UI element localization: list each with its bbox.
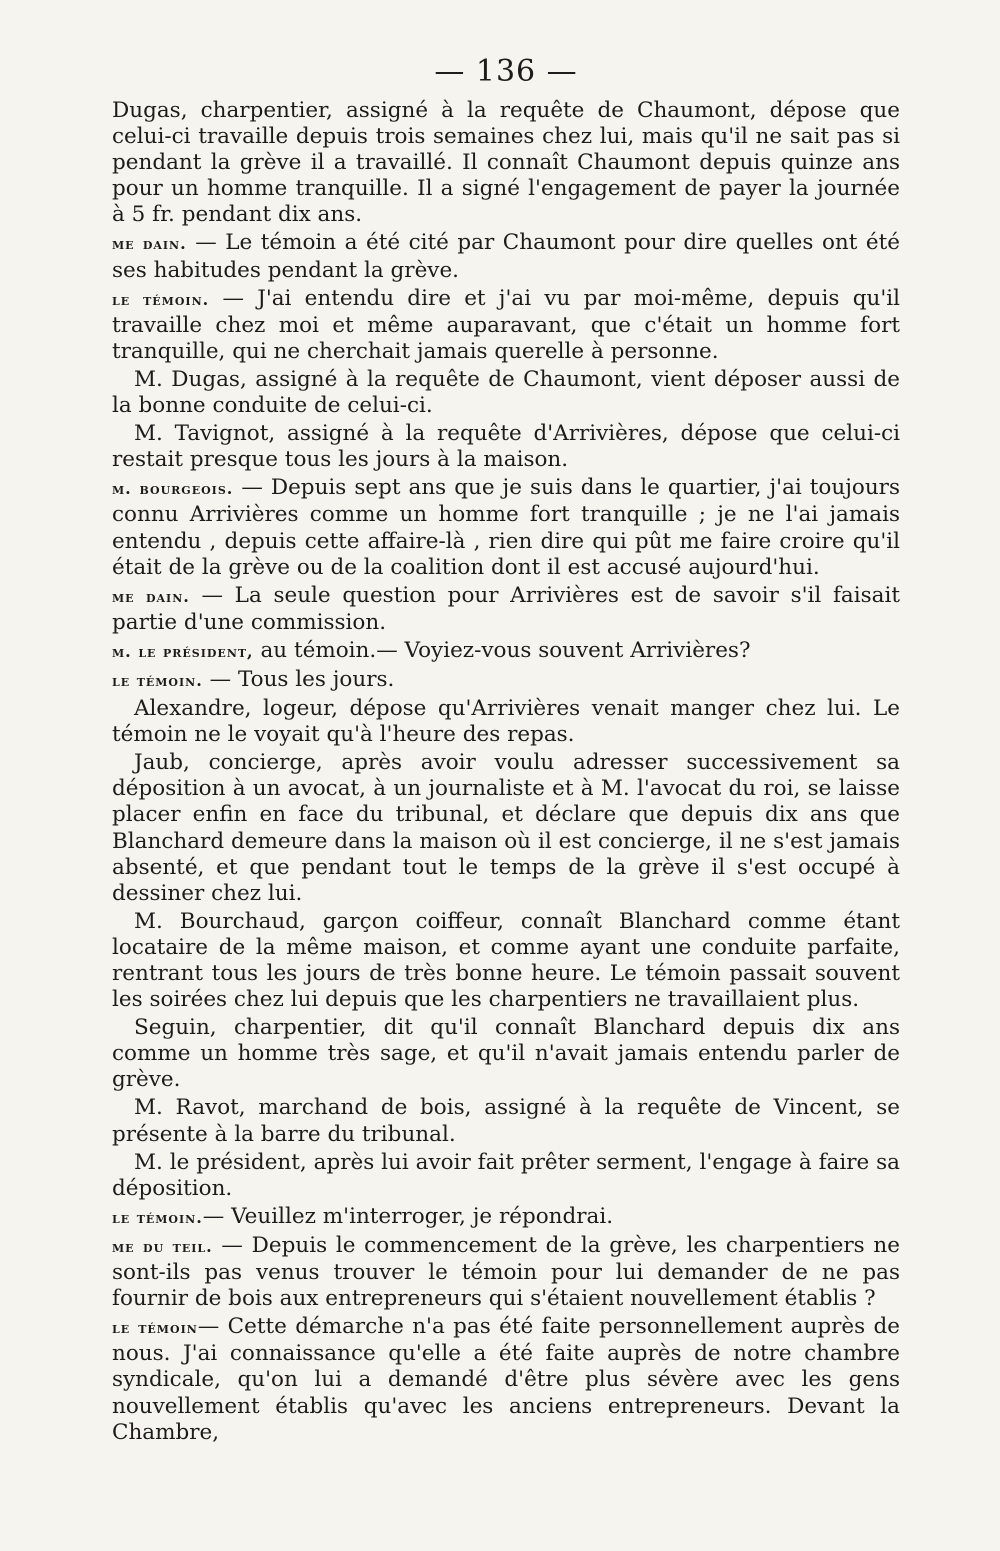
paragraph [112, 750, 900, 907]
speaker-label: le témoin. [112, 1207, 203, 1227]
paragraph-text: M. Bourchaud, garçon coiffeur, connaît Blanchard comme étant locataire de la même maison, et comme ayant une conduite parfaite, rentrant tous les jours de très bonne heure. Le témoin passait souvent les soirées chez lui depuis que les charpentiers ne travaillaient plus. [112, 908, 900, 1013]
speaker-label: me dain. [112, 234, 187, 254]
page-number: — 136 — [434, 54, 578, 89]
paragraph-text: — Cette démarche n'a pas été faite personnellement auprès de nous. J'ai connaissance qu'elle a été faite auprès de notre chambre syndicale, qu'on lui a demandé d'être plus sévère avec les gens nouvellement établis qu'avec les anciens entrepreneurs. Devant la Chambre, [112, 1314, 901, 1445]
paragraph [112, 1233, 900, 1312]
paragraph [112, 230, 900, 283]
paragraph [112, 638, 900, 665]
paragraph-text: — Veuillez m'interroger, je répondrai. [202, 1203, 614, 1229]
paragraph [112, 1015, 900, 1093]
paragraph-text: Seguin, charpentier, dit qu'il connaît Blanchard depuis dix ans comme un homme très sage, et qu'il n'avait jamais entendu parler de grève. [112, 1015, 900, 1093]
paragraph-text: M. le président, après lui avoir fait prêter serment, l'engage à faire sa déposition. [112, 1149, 900, 1201]
paragraph-text: M. Dugas, assigné à la requête de Chaumont, vient déposer aussi de la bonne conduite de celui-ci. [112, 366, 900, 419]
paragraph [112, 1204, 900, 1231]
paragraph [112, 583, 900, 636]
paragraph-text: M. Ravot, marchand de bois, assigné à la requête de Vincent, se présente à la barre du tribunal. [112, 1095, 900, 1147]
paragraph-text: — Tous les jours. [202, 666, 395, 692]
speaker-label: le témoin. [112, 289, 210, 309]
paragraph-text: — Depuis le commencement de la grève, les charpentiers ne sont-ils pas venus trouver le témoin pour lui demander de ne pas fournir de bois aux entrepreneurs qui s'étaient nouvellement établis ? [112, 1232, 900, 1312]
speaker-label: le témoin. [112, 670, 203, 690]
paragraph [112, 909, 900, 1013]
paragraph-text: — La seule question pour Arrivières est de savoir s'il faisait partie d'une commission. [112, 582, 900, 635]
paragraph [112, 667, 900, 694]
paragraph [112, 1095, 900, 1147]
paragraph-text: Alexandre, logeur, dépose qu'Arrivières venait manger chez lui. Le témoin ne le voyait qu'à l'heure des repas. [112, 696, 900, 748]
document-body [112, 98, 900, 1446]
paragraph [112, 1314, 900, 1445]
paragraph [112, 696, 900, 748]
paragraph [112, 367, 900, 419]
paragraph-text: M. Tavignot, assigné à la requête d'Arrivières, dépose que celui-ci restait presque tous les jours à la maison. [112, 421, 900, 473]
speaker-label: me dain. [112, 586, 190, 606]
paragraph-text: Jaub, concierge, après avoir voulu adresser successivement sa déposition à un avocat, à un journaliste et à M. l'avocat du roi, se laisse placer enfin en face du tribunal, et déclare que depuis dix ans que Blanchard demeure dans la maison où il est concierge, il ne s'est jamais absenté, et que pendant tout le temps de la grève il s'est occupé à dessiner chez lui. [112, 750, 900, 906]
speaker-label: m. bourgeois. [112, 479, 234, 499]
speaker-label: m. le président, [112, 641, 254, 661]
paragraph-text: — Depuis sept ans que je suis dans le quartier, j'ai toujours connu Arrivières comme un homme fort tranquille ; je ne l'ai jamais entendu , depuis cette affaire-là , rien dire qui pût me faire croire qu'il était de la grève ou de la coalition dont il est accusé aujourd'hui. [112, 475, 900, 580]
paragraph [112, 1150, 900, 1202]
speaker-label: me du teil. [112, 1236, 213, 1256]
paragraph [112, 286, 900, 365]
paragraph [112, 475, 900, 580]
paragraph-text: — J'ai entendu dire et j'ai vu par moi-même, depuis qu'il travaille chez moi et même auparavant, que c'était un homme fort tranquille, qui ne cherchait jamais querelle à personne. [112, 285, 900, 364]
paragraph-text: — Le témoin a été cité par Chaumont pour dire quelles ont été ses habitudes pendant la grève. [112, 230, 900, 283]
paragraph [112, 421, 900, 473]
paragraph [112, 98, 900, 228]
paragraph-text: Dugas, charpentier, assigné à la requête de Chaumont, dépose que celui-ci travaille depuis trois semaines chez lui, mais qu'il ne sait pas si pendant la grève il a travaillé. Il connaît Chaumont depuis quinze ans pour un homme tranquille. Il a signé l'engagement de payer la journée à 5 fr. pendant dix ans. [112, 98, 900, 228]
paragraph-text: au témoin.— Voyiez-vous souvent Arrivières? [253, 637, 751, 663]
speaker-label: le témoin [112, 1318, 198, 1338]
